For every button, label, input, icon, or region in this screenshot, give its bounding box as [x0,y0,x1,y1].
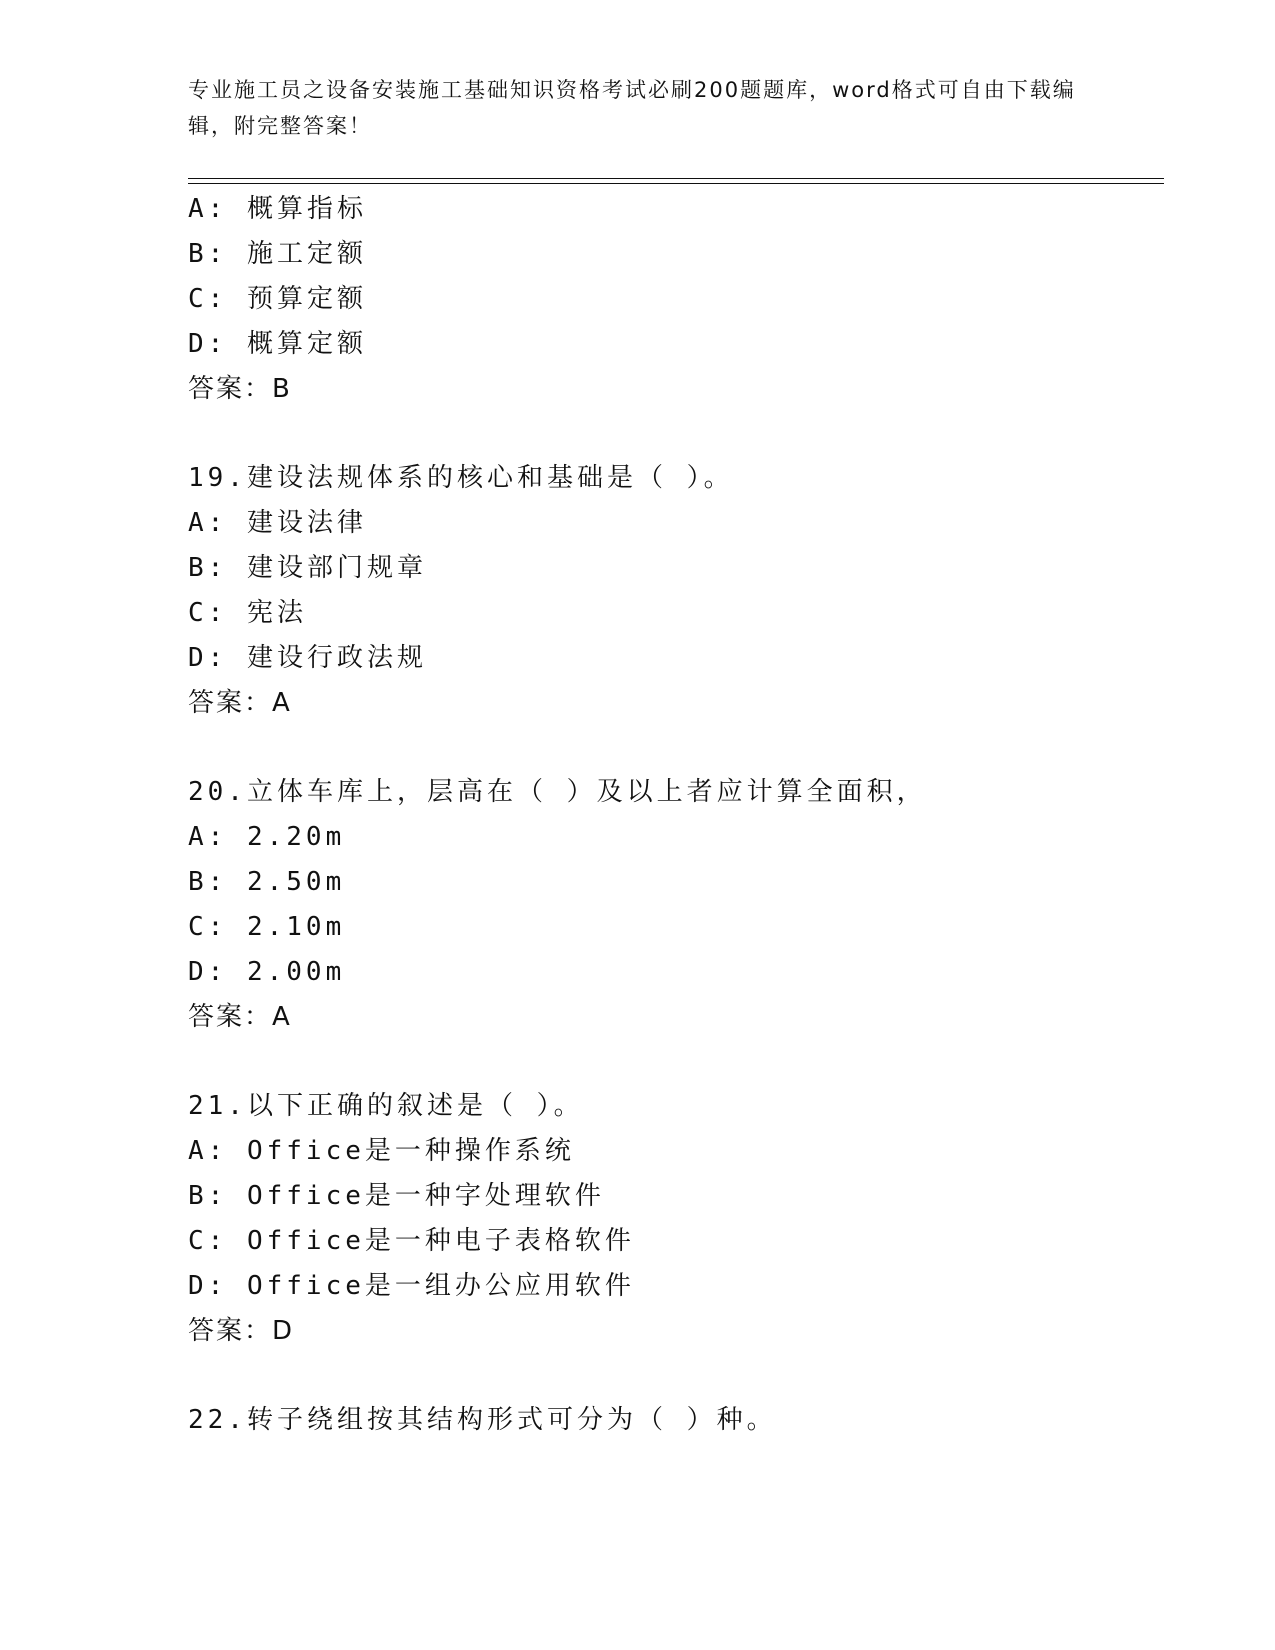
q21-answer: 答案：D [188,1316,295,1346]
q21-option-a: A: Office是一种操作系统 [188,1136,575,1166]
q20-answer: 答案：A [188,1002,292,1032]
q19-stem: 19.建设法规体系的核心和基础是（ ）。 [188,463,734,493]
q21-stem: 21.以下正确的叙述是（ ）。 [188,1091,584,1121]
q19-option-c: C: 宪法 [188,598,307,628]
document-header: 专业施工员之设备安装施工基础知识资格考试必刷200题题库，word格式可自由下载编辑，附完整答案！ [188,78,1076,138]
q20-stem: 20.立体车库上，层高在（ ）及以上者应计算全面积， [188,777,927,807]
header-divider-top [188,178,1164,179]
q21-option-c: C: Office是一种电子表格软件 [188,1226,635,1256]
q18-option-a: A: 概算指标 [188,194,367,224]
q21-option-b: B: Office是一种字处理软件 [188,1181,605,1211]
q18-option-b: B: 施工定额 [188,239,367,269]
q20-option-d: D: 2.00m [188,957,346,987]
header-divider-bottom [188,183,1164,184]
q19-option-a: A: 建设法律 [188,508,367,538]
q20-option-c: C: 2.10m [188,912,346,942]
q18-option-d: D: 概算定额 [188,329,367,359]
q20-option-a: A: 2.20m [188,822,346,852]
q18-option-c: C: 预算定额 [188,284,367,314]
q21-option-d: D: Office是一组办公应用软件 [188,1271,635,1301]
q19-answer: 答案：A [188,688,292,718]
q19-option-b: B: 建设部门规章 [188,553,427,583]
q18-answer: 答案：B [188,374,292,404]
q19-option-d: D: 建设行政法规 [188,643,427,673]
q22-stem: 22.转子绕组按其结构形式可分为（ ）种。 [188,1405,777,1435]
q20-option-b: B: 2.50m [188,867,346,897]
